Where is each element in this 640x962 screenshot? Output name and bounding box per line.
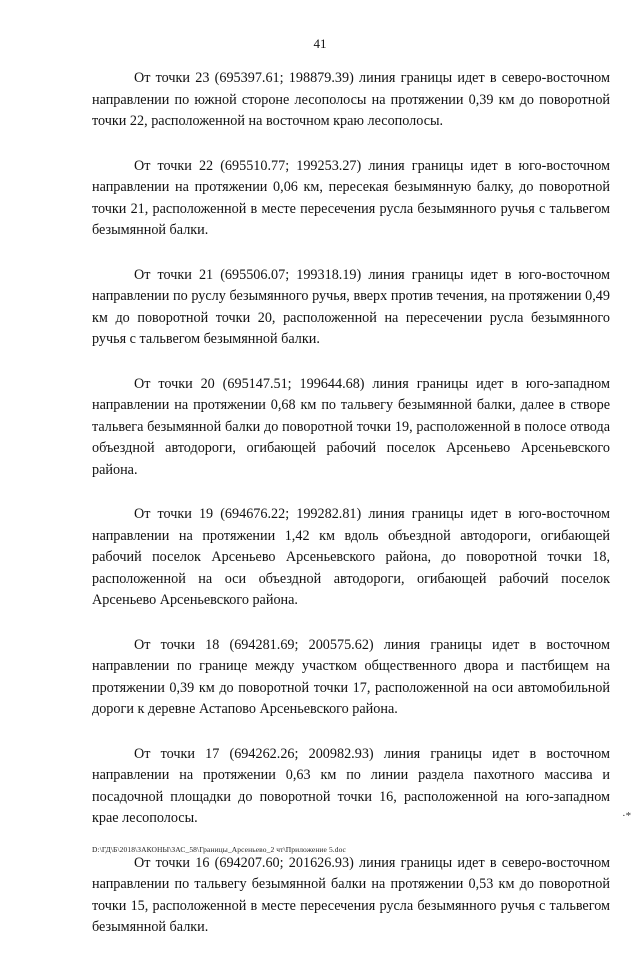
paragraph-point-17: От точки 17 (694262.26; 200982.93) линия границы идет в восточном направлении на протяжении 0,63 км по линии раздела пахотного массива и посадочной площадки до поворотной точки 16, расположенной на юго-западном крае лесополосы.: [92, 745, 610, 826]
footer-file-path: D:\ГД\Б\2018\ЗАКОНЫ\ЗАС_58\Границы_Арсеньево_2 чт\Приложение 5.doc: [92, 845, 346, 854]
document-body: [92, 68, 610, 962]
paragraph-point-20: От точки 20 (695147.51; 199644.68) линия границы идет в юго-западном направлении на протяжении 0,68 км по тальвегу безымянной балки, далее в створе тальвега безымянной балки до поворотной точки 19, расположенной в полосе отвода объездной автодороги, огибающей рабочий поселок Арсеньево Арсеньевского района.: [92, 375, 610, 478]
paragraph-point-23: От точки 23 (695397.61; 198879.39) линия границы идет в северо-восточном направлении по южной стороне лесополосы на протяжении 0,39 км до поворотной точки 22, расположенной на восточном краю лесополосы.: [92, 70, 610, 129]
paragraph-point-21: От точки 21 (695506.07; 199318.19) линия границы идет в юго-восточном направлении по руслу безымянного ручья, вверх против течения, на протяжении 0,49 км до поворотной точки 20, расположенной на пересечении русла безымянного ручья с тальвегом безымянной балки.: [92, 266, 610, 347]
page-number: 41: [313, 36, 327, 51]
margin-mark: ·*: [622, 810, 632, 822]
paragraph-point-19: От точки 19 (694676.22; 199282.81) линия границы идет в юго-восточном направлении на протяжении 1,42 км вдоль объездной автодороги, огибающей рабочий поселок Арсеньево Арсеньевского района, до поворотной точки 18, расположенной на оси объездной автодороги, огибающей рабочий поселок Арсеньево Арсеньевского района.: [92, 506, 610, 608]
paragraph-point-22: От точки 22 (695510.77; 199253.27) линия границы идет в юго-восточном направлении на протяжении 0,06 км, пересекая безымянную балку, до поворотной точки 21, расположенной в месте пересечения русла безымянного ручья с тальвегом безымянной балки.: [92, 157, 610, 238]
paragraph-point-18: От точки 18 (694281.69; 200575.62) линия границы идет в восточном направлении по границе между участком общественного двора и пастбищем на протяжении 0,39 км до поворотной точки 17, расположенной на оси автомобильной дороги к деревне Астапово Арсеньевского района.: [92, 636, 610, 717]
paragraph-point-16: От точки 16 (694207.60; 201626.93) линия границы идет в северо-восточном направлении по тальвегу безымянной балки на протяжении 0,53 км до поворотной точки 15, расположенной в месте пересечения русла безымянного ручья с тальвегом безымянной балки.: [92, 854, 610, 935]
